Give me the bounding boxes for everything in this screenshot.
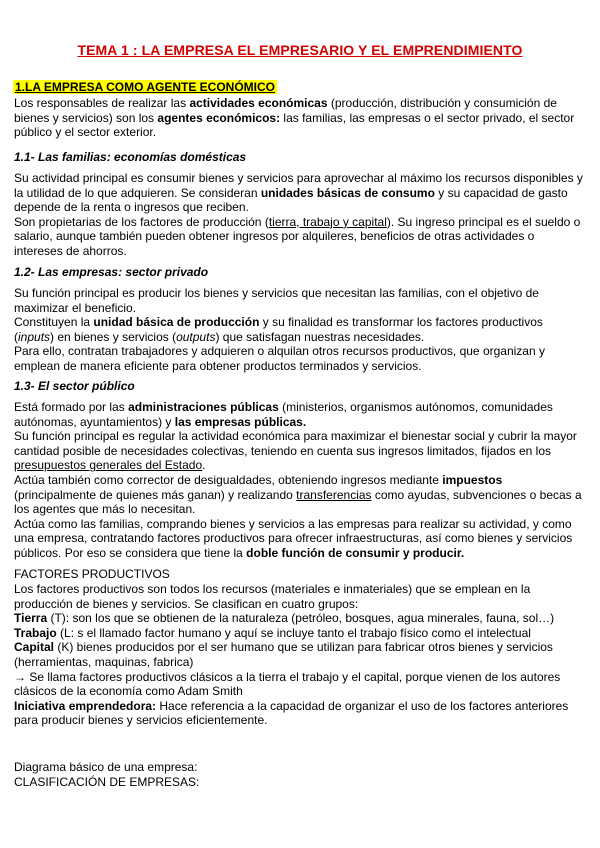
empresas-paragraphs <box>14 286 586 374</box>
heading-factores-productivos: FACTORES PRODUCTIVOS <box>14 567 170 581</box>
factor-tierra: Tierra (T): son los que se obtienen de la naturaleza (petróleo, bosques, agua minerales, fauna, sol…) <box>14 611 555 626</box>
factores-clasicos-note: → Se llama factores productivos clásicos a la tierra el trabajo y el capital, porque vienen de los autores clásicos de la economía como Adam Smith <box>14 669 561 699</box>
subheading-familias: 1.1- Las familias: economías domésticas <box>14 150 247 164</box>
factores-paragraphs <box>14 582 586 728</box>
factores-intro: Los factores productivos son todos los recursos (materiales e inmateriales) que se emplean en la producción de bienes y servicios. Se clasifican en cuatro grupos: <box>14 582 531 611</box>
section-heading-empresa-agente: 1.LA EMPRESA COMO AGENTE ECONÓMICO <box>15 80 276 94</box>
factor-iniciativa: Iniciativa emprendedora: Hace referencia a la capacidad de organizar el uso de los factores anteriores para producir bienes y servicios eficientemente. <box>14 698 569 728</box>
empresas-paragraph-2: Constituyen la unidad básica de producción y su finalidad es transformar los factores productivos (inputs) en bienes y servicios (outputs) que satisfagan nuestras necesidades. <box>14 315 543 344</box>
document-title: TEMA 1 : LA EMPRESA EL EMPRESARIO Y EL EMPRENDIMIENTO <box>77 42 523 58</box>
section1-paragraph: Los responsables de realizar las actividades económicas (producción, distribución y consumición de bienes y servicios) son los agentes económicos: las familias, las empresas o el sector privado, el sector público y el sector exterior. <box>14 96 575 140</box>
factor-trabajo: Trabajo (L: s el llamado factor humano y aquí se incluye tanto el trabajo físico como el intelectual <box>14 625 531 640</box>
publico-paragraph-3: Actúa también como corrector de desigualdades, obteniendo ingresos mediante impuestos (principalmente de quienes más ganan) y realizando transferencias como ayudas, subvenciones o becas a los agentes que más lo necesitan. <box>14 472 582 517</box>
publico-paragraph-4: Actúa como las familias, comprando bienes y servicios a las empresas para realizar su actividad, y como una empresa, contratando factores productivos para ofrecer infraestructuras, así como bienes y servicios públicos. Por eso se considera que tiene la doble función de consumir y producir. <box>14 516 573 560</box>
publico-paragraph-1: Está formado por las administraciones públicas (ministerios, organismos autónomos, comunidades autónomas, ayuntamientos) y las empresas públicas. <box>14 400 553 429</box>
familias-paragraphs <box>14 171 586 259</box>
empresas-paragraph-3: Para ello, contratan trabajadores y adquieren o alquilan otros recursos productivos, que organizan y emplean de manera eficiente para obtener productos terminados y servicios. <box>14 344 545 373</box>
publico-paragraph-2: Su función principal es regular la actividad económica para maximizar el bienestar social y cubrir la mayor cantidad posible de necesidades colectivas, teniendo en cuenta sus ingresos limitados, fijados en los presupuestos generales del Estado. <box>14 429 577 473</box>
empresas-paragraph-1: Su función principal es producir los bienes y servicios que necesitan las familias, con el objetivo de maximizar el beneficio. <box>14 286 539 315</box>
familias-paragraph-2: Son propietarias de los factores de producción (tierra, trabajo y capital). Su ingreso principal es el sueldo o salario, aunque también pueden obtener ingresos por alquileres, beneficios de otras actividades o intereses de ahorros. <box>14 214 581 258</box>
subheading-sector-publico: 1.3- El sector público <box>14 379 135 393</box>
factor-capital: Capital (K) bienes producidos por el ser humano que se utilizan para fabricar otros bienes y servicios (herramientas, maquinas, fabrica) <box>14 640 553 669</box>
sector-publico-paragraphs <box>14 400 586 561</box>
diagram-caption: Diagrama básico de una empresa: <box>14 760 198 774</box>
classification-heading: CLASIFICACIÓN DE EMPRESAS: <box>14 775 200 789</box>
subheading-empresas: 1.2- Las empresas: sector privado <box>14 265 209 279</box>
familias-paragraph-1: Su actividad principal es consumir bienes y servicios para aprovechar al máximo los recursos disponibles y la utilidad de lo que adquieren. Se consideran unidades básicas de consumo y su capacidad de gasto depende de la renta o ingresos que reciben. <box>14 171 583 215</box>
